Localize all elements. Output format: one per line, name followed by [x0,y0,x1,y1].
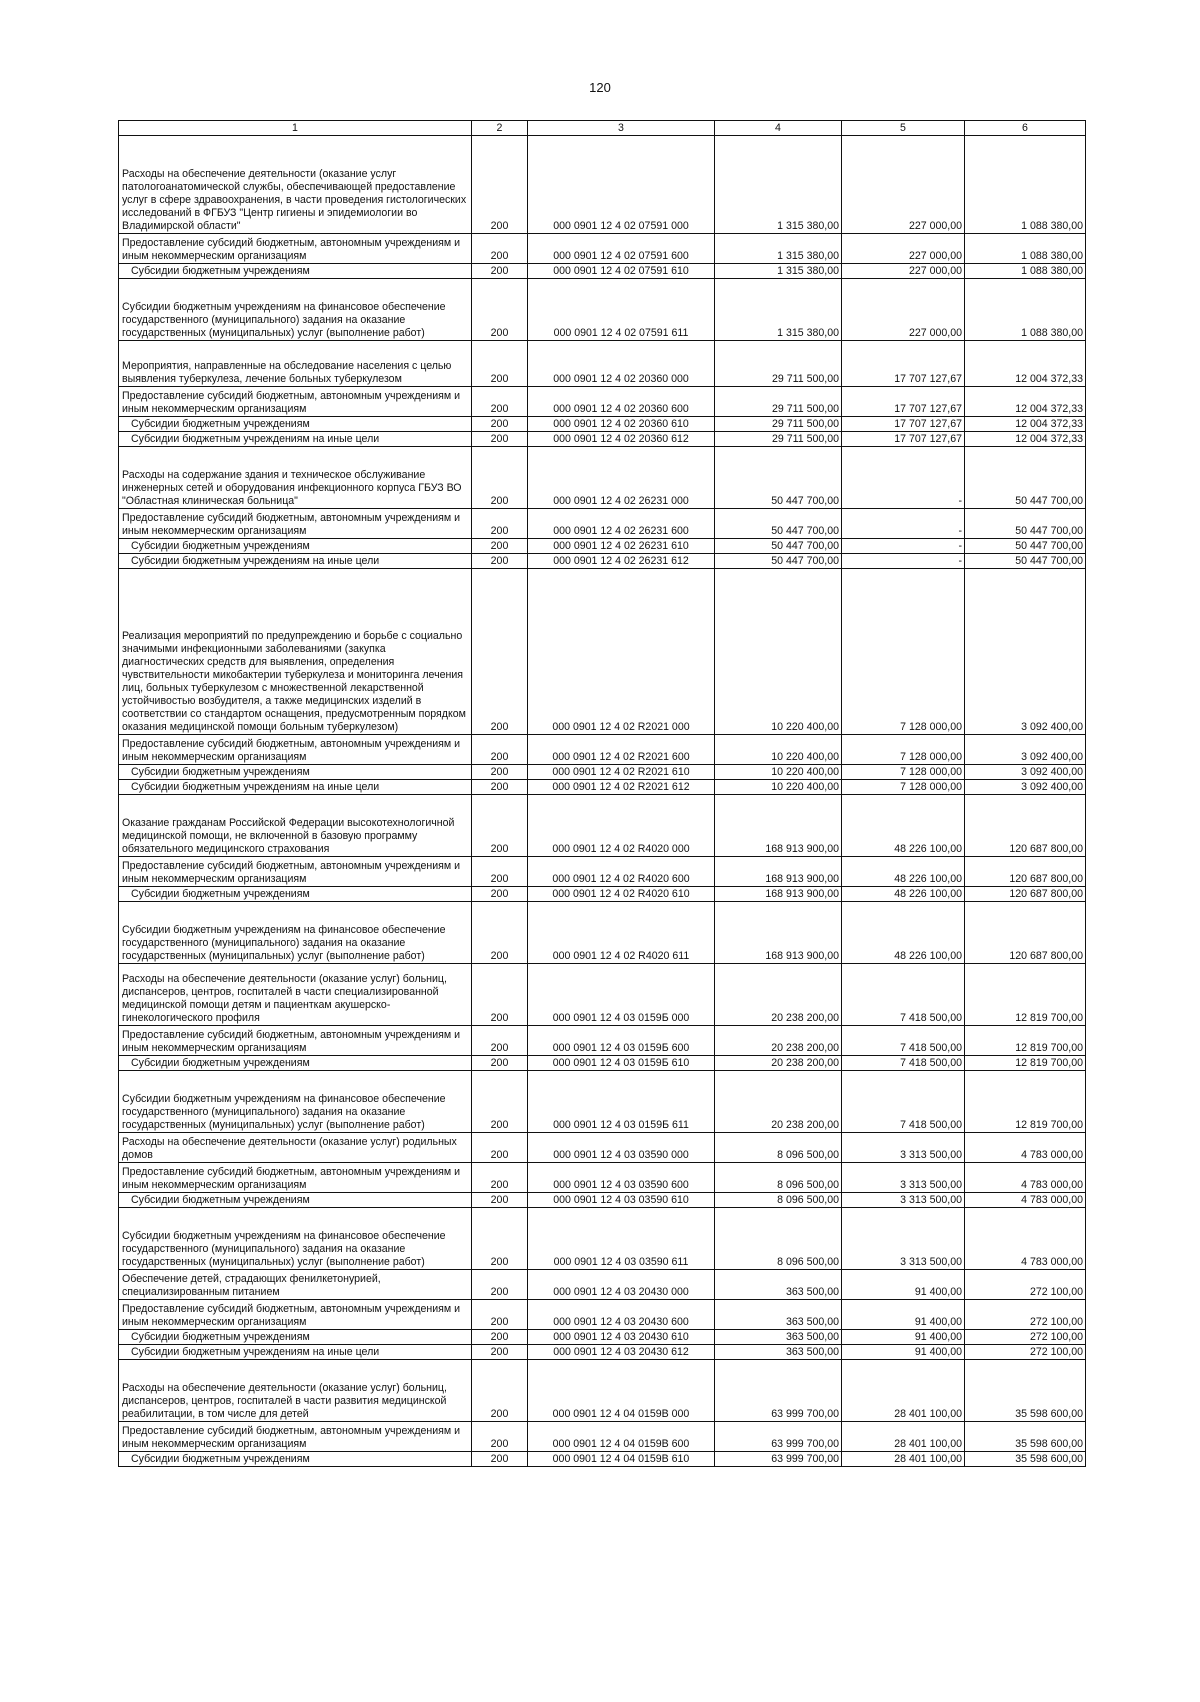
row-remainder-cell: 35 598 600,00 [965,1422,1086,1452]
row-name-cell: Субсидии бюджетным учреждениям [119,1452,472,1467]
row-code-cell: 000 0901 12 4 02 07591 000 [528,136,715,234]
table-row [119,432,1086,447]
row-grbs-cell: 200 [472,1300,528,1330]
row-code-cell: 000 0901 12 4 03 03590 610 [528,1193,715,1208]
row-code-cell: 000 0901 12 4 04 0159В 000 [528,1360,715,1422]
row-name-cell: Субсидии бюджетным учреждениям на иные цели [119,432,472,447]
table-row [119,902,1086,964]
row-name-cell: Реализация мероприятий по предупреждению и борьбе с социально значимыми инфекционными заболеваниями (закупка диагностических средств для выявления, определения чувствительности микобактерии туберкулеза и мониторинга лечения лиц, больных туберкулезом с множественной лекарственной устойчивостью возбудителя, а также медицинских изделий в соответствии со стандартом оснащения, предусмотренным порядком оказания медицинской помощи больным туберкулезом) [119,569,472,735]
row-remainder-cell: 4 783 000,00 [965,1133,1086,1163]
column-header: 4 [715,121,842,136]
row-amount-cell: 363 500,00 [715,1330,842,1345]
row-amount-cell: 29 711 500,00 [715,341,842,387]
row-grbs-cell: 200 [472,341,528,387]
row-executed-cell: 17 707 127,67 [842,432,965,447]
row-amount-cell: 10 220 400,00 [715,765,842,780]
row-name-cell: Расходы на содержание здания и техническое обслуживание инженерных сетей и оборудования инфекционного корпуса ГБУЗ ВО "Областная клиническая больница" [119,447,472,509]
row-grbs-cell: 200 [472,765,528,780]
column-header: 2 [472,121,528,136]
row-name-cell: Предоставление субсидий бюджетным, автономным учреждениям и иным некоммерческим организациям [119,857,472,887]
row-executed-cell: 28 401 100,00 [842,1452,965,1467]
row-remainder-cell: 1 088 380,00 [965,279,1086,341]
row-code-cell: 000 0901 12 4 02 26231 610 [528,539,715,554]
row-amount-cell: 1 315 380,00 [715,136,842,234]
row-remainder-cell: 120 687 800,00 [965,887,1086,902]
row-remainder-cell: 3 092 400,00 [965,735,1086,765]
row-grbs-cell: 200 [472,447,528,509]
row-name-cell: Субсидии бюджетным учреждениям на финансовое обеспечение государственного (муниципального) задания на оказание государственных (муниципальных) услуг (выполнение работ) [119,279,472,341]
row-name-cell: Расходы на обеспечение деятельности (оказание услуг) больниц, диспансеров, центров, госпиталей в части специализированной медицинской помощи детям и пациенткам акушерско-гинекологического профиля [119,964,472,1026]
row-remainder-cell: 3 092 400,00 [965,569,1086,735]
row-executed-cell: 48 226 100,00 [842,902,965,964]
table-row [119,569,1086,735]
table-row [119,1422,1086,1452]
row-amount-cell: 63 999 700,00 [715,1360,842,1422]
row-name-cell: Субсидии бюджетным учреждениям [119,539,472,554]
row-executed-cell: 91 400,00 [842,1300,965,1330]
table-row [119,554,1086,569]
table-row [119,417,1086,432]
row-grbs-cell: 200 [472,780,528,795]
row-executed-cell: 3 313 500,00 [842,1208,965,1270]
row-name-cell: Субсидии бюджетным учреждениям на иные цели [119,1345,472,1360]
row-grbs-cell: 200 [472,964,528,1026]
row-executed-cell: 3 313 500,00 [842,1193,965,1208]
row-executed-cell: 91 400,00 [842,1330,965,1345]
table-row [119,509,1086,539]
row-amount-cell: 10 220 400,00 [715,780,842,795]
row-remainder-cell: 12 004 372,33 [965,417,1086,432]
row-amount-cell: 10 220 400,00 [715,569,842,735]
row-code-cell: 000 0901 12 4 03 20430 612 [528,1345,715,1360]
table-row [119,1452,1086,1467]
row-amount-cell: 1 315 380,00 [715,264,842,279]
row-name-cell: Расходы на обеспечение деятельности (оказание услуг патологоанатомической службы, обеспечивающей предоставление услуг в сфере здравоохранения, в части проведения гистологических исследований в ФГБУЗ "Центр гигиены и эпидемиологии во Владимирской области" [119,136,472,234]
page-number: 120 [589,80,611,95]
row-remainder-cell: 272 100,00 [965,1300,1086,1330]
row-grbs-cell: 200 [472,569,528,735]
row-amount-cell: 1 315 380,00 [715,234,842,264]
row-grbs-cell: 200 [472,264,528,279]
row-remainder-cell: 12 819 700,00 [965,1026,1086,1056]
row-grbs-cell: 200 [472,735,528,765]
row-grbs-cell: 200 [472,1056,528,1071]
row-remainder-cell: 3 092 400,00 [965,780,1086,795]
row-code-cell: 000 0901 12 4 02 07591 600 [528,234,715,264]
row-name-cell: Субсидии бюджетным учреждениям [119,417,472,432]
row-remainder-cell: 120 687 800,00 [965,857,1086,887]
row-code-cell: 000 0901 12 4 02 R4020 610 [528,887,715,902]
row-code-cell: 000 0901 12 4 02 07591 611 [528,279,715,341]
row-grbs-cell: 200 [472,539,528,554]
row-amount-cell: 29 711 500,00 [715,387,842,417]
row-executed-cell: 17 707 127,67 [842,387,965,417]
table-row [119,1133,1086,1163]
row-name-cell: Предоставление субсидий бюджетным, автономным учреждениям и иным некоммерческим организациям [119,509,472,539]
table-row [119,780,1086,795]
row-executed-cell: 3 313 500,00 [842,1163,965,1193]
row-executed-cell: 7 128 000,00 [842,735,965,765]
table-row [119,387,1086,417]
row-remainder-cell: 50 447 700,00 [965,447,1086,509]
row-executed-cell: 91 400,00 [842,1345,965,1360]
row-remainder-cell: 35 598 600,00 [965,1360,1086,1422]
row-remainder-cell: 120 687 800,00 [965,902,1086,964]
row-remainder-cell: 50 447 700,00 [965,539,1086,554]
row-code-cell: 000 0901 12 4 02 26231 612 [528,554,715,569]
row-amount-cell: 50 447 700,00 [715,554,842,569]
row-name-cell: Оказание гражданам Российской Федерации высокотехнологичной медицинской помощи, не включенной в базовую программу обязательного медицинского страхования [119,795,472,857]
table-row [119,1345,1086,1360]
row-remainder-cell: 50 447 700,00 [965,554,1086,569]
row-name-cell: Предоставление субсидий бюджетным, автономным учреждениям и иным некоммерческим организациям [119,1026,472,1056]
row-executed-cell: 28 401 100,00 [842,1360,965,1422]
row-code-cell: 000 0901 12 4 03 03590 000 [528,1133,715,1163]
row-grbs-cell: 200 [472,1133,528,1163]
row-remainder-cell: 12 819 700,00 [965,1056,1086,1071]
table-row [119,1071,1086,1133]
row-executed-cell: 48 226 100,00 [842,795,965,857]
row-name-cell: Предоставление субсидий бюджетным, автономным учреждениям и иным некоммерческим организациям [119,735,472,765]
column-header: 1 [119,121,472,136]
row-amount-cell: 363 500,00 [715,1270,842,1300]
table-row [119,136,1086,234]
row-remainder-cell: 1 088 380,00 [965,264,1086,279]
row-amount-cell: 20 238 200,00 [715,1026,842,1056]
table-row [119,1360,1086,1422]
row-remainder-cell: 12 819 700,00 [965,1071,1086,1133]
row-code-cell: 000 0901 12 4 03 20430 000 [528,1270,715,1300]
row-grbs-cell: 200 [472,887,528,902]
row-code-cell: 000 0901 12 4 03 20430 610 [528,1330,715,1345]
row-remainder-cell: 1 088 380,00 [965,234,1086,264]
row-remainder-cell: 12 004 372,33 [965,341,1086,387]
column-header: 3 [528,121,715,136]
row-executed-cell: 17 707 127,67 [842,417,965,432]
row-grbs-cell: 200 [472,417,528,432]
row-grbs-cell: 200 [472,857,528,887]
row-grbs-cell: 200 [472,902,528,964]
row-remainder-cell: 12 819 700,00 [965,964,1086,1026]
row-code-cell: 000 0901 12 4 02 R4020 600 [528,857,715,887]
row-grbs-cell: 200 [472,1422,528,1452]
row-name-cell: Субсидии бюджетным учреждениям [119,887,472,902]
row-executed-cell: - [842,554,965,569]
row-remainder-cell: 50 447 700,00 [965,509,1086,539]
table-row [119,964,1086,1026]
row-name-cell: Субсидии бюджетным учреждениям на финансовое обеспечение государственного (муниципального) задания на оказание государственных (муниципальных) услуг (выполнение работ) [119,1208,472,1270]
row-amount-cell: 20 238 200,00 [715,1071,842,1133]
row-executed-cell: 28 401 100,00 [842,1422,965,1452]
row-remainder-cell: 12 004 372,33 [965,432,1086,447]
row-code-cell: 000 0901 12 4 02 R2021 600 [528,735,715,765]
table-body [119,136,1086,1467]
row-executed-cell: 48 226 100,00 [842,857,965,887]
row-name-cell: Предоставление субсидий бюджетным, автономным учреждениям и иным некоммерческим организациям [119,1300,472,1330]
table-row [119,765,1086,780]
row-remainder-cell: 4 783 000,00 [965,1208,1086,1270]
row-remainder-cell: 272 100,00 [965,1345,1086,1360]
header-row [119,121,1086,136]
row-name-cell: Предоставление субсидий бюджетным, автономным учреждениям и иным некоммерческим организациям [119,387,472,417]
row-remainder-cell: 4 783 000,00 [965,1193,1086,1208]
table-row [119,857,1086,887]
row-name-cell: Мероприятия, направленные на обследование населения с целью выявления туберкулеза, лечение больных туберкулезом [119,341,472,387]
row-code-cell: 000 0901 12 4 02 R4020 611 [528,902,715,964]
table-row [119,735,1086,765]
row-name-cell: Предоставление субсидий бюджетным, автономным учреждениям и иным некоммерческим организациям [119,234,472,264]
row-executed-cell: 7 418 500,00 [842,964,965,1026]
row-amount-cell: 363 500,00 [715,1300,842,1330]
row-code-cell: 000 0901 12 4 02 R2021 612 [528,780,715,795]
row-name-cell: Субсидии бюджетным учреждениям на иные цели [119,554,472,569]
row-executed-cell: 227 000,00 [842,264,965,279]
row-amount-cell: 1 315 380,00 [715,279,842,341]
row-grbs-cell: 200 [472,234,528,264]
row-executed-cell: 7 418 500,00 [842,1026,965,1056]
column-header: 5 [842,121,965,136]
row-grbs-cell: 200 [472,554,528,569]
row-name-cell: Субсидии бюджетным учреждениям на финансовое обеспечение государственного (муниципального) задания на оказание государственных (муниципальных) услуг (выполнение работ) [119,902,472,964]
row-grbs-cell: 200 [472,1345,528,1360]
table-row [119,1208,1086,1270]
row-code-cell: 000 0901 12 4 02 R2021 610 [528,765,715,780]
row-grbs-cell: 200 [472,1452,528,1467]
row-executed-cell: 227 000,00 [842,279,965,341]
row-amount-cell: 50 447 700,00 [715,447,842,509]
table-row [119,341,1086,387]
row-name-cell: Предоставление субсидий бюджетным, автономным учреждениям и иным некоммерческим организациям [119,1163,472,1193]
row-remainder-cell: 272 100,00 [965,1330,1086,1345]
row-amount-cell: 8 096 500,00 [715,1163,842,1193]
row-grbs-cell: 200 [472,1270,528,1300]
row-code-cell: 000 0901 12 4 02 R2021 000 [528,569,715,735]
row-code-cell: 000 0901 12 4 03 0159Б 000 [528,964,715,1026]
table-row [119,279,1086,341]
table-row [119,795,1086,857]
row-remainder-cell: 4 783 000,00 [965,1163,1086,1193]
row-code-cell: 000 0901 12 4 02 R4020 000 [528,795,715,857]
row-name-cell: Предоставление субсидий бюджетным, автономным учреждениям и иным некоммерческим организациям [119,1422,472,1452]
row-grbs-cell: 200 [472,387,528,417]
row-amount-cell: 168 913 900,00 [715,857,842,887]
table-row [119,1163,1086,1193]
row-executed-cell: 17 707 127,67 [842,341,965,387]
row-grbs-cell: 200 [472,1360,528,1422]
row-code-cell: 000 0901 12 4 02 26231 600 [528,509,715,539]
row-name-cell: Обеспечение детей, страдающих фенилкетонурией, специализированным питанием [119,1270,472,1300]
row-grbs-cell: 200 [472,1071,528,1133]
row-executed-cell: 7 128 000,00 [842,780,965,795]
row-code-cell: 000 0901 12 4 02 26231 000 [528,447,715,509]
row-code-cell: 000 0901 12 4 03 0159Б 600 [528,1026,715,1056]
row-name-cell: Субсидии бюджетным учреждениям [119,1193,472,1208]
row-code-cell: 000 0901 12 4 02 20360 600 [528,387,715,417]
row-code-cell: 000 0901 12 4 02 20360 610 [528,417,715,432]
table-row [119,1056,1086,1071]
row-amount-cell: 168 913 900,00 [715,902,842,964]
row-amount-cell: 29 711 500,00 [715,417,842,432]
row-remainder-cell: 272 100,00 [965,1270,1086,1300]
table-row [119,1330,1086,1345]
row-executed-cell: 7 418 500,00 [842,1071,965,1133]
row-code-cell: 000 0901 12 4 03 0159Б 610 [528,1056,715,1071]
row-code-cell: 000 0901 12 4 03 20430 600 [528,1300,715,1330]
row-code-cell: 000 0901 12 4 02 07591 610 [528,264,715,279]
row-executed-cell: 7 128 000,00 [842,569,965,735]
row-executed-cell: - [842,539,965,554]
row-name-cell: Субсидии бюджетным учреждениям [119,264,472,279]
row-code-cell: 000 0901 12 4 02 20360 612 [528,432,715,447]
row-remainder-cell: 35 598 600,00 [965,1452,1086,1467]
row-amount-cell: 20 238 200,00 [715,964,842,1026]
row-amount-cell: 63 999 700,00 [715,1422,842,1452]
row-grbs-cell: 200 [472,432,528,447]
row-name-cell: Расходы на обеспечение деятельности (оказание услуг) родильных домов [119,1133,472,1163]
row-grbs-cell: 200 [472,1208,528,1270]
budget-table [118,120,1086,1467]
row-amount-cell: 10 220 400,00 [715,735,842,765]
row-grbs-cell: 200 [472,795,528,857]
row-executed-cell: 7 418 500,00 [842,1056,965,1071]
row-grbs-cell: 200 [472,1330,528,1345]
column-header: 6 [965,121,1086,136]
table-row [119,1026,1086,1056]
row-code-cell: 000 0901 12 4 04 0159В 610 [528,1452,715,1467]
row-code-cell: 000 0901 12 4 04 0159В 600 [528,1422,715,1452]
row-amount-cell: 50 447 700,00 [715,509,842,539]
row-amount-cell: 168 913 900,00 [715,795,842,857]
row-code-cell: 000 0901 12 4 03 03590 611 [528,1208,715,1270]
table-row [119,234,1086,264]
table-row [119,447,1086,509]
row-remainder-cell: 120 687 800,00 [965,795,1086,857]
row-amount-cell: 363 500,00 [715,1345,842,1360]
row-name-cell: Расходы на обеспечение деятельности (оказание услуг) больниц, диспансеров, центров, госпиталей в части развития медицинской реабилитации, в том числе для детей [119,1360,472,1422]
table-row [119,264,1086,279]
row-grbs-cell: 200 [472,136,528,234]
row-remainder-cell: 12 004 372,33 [965,387,1086,417]
row-amount-cell: 8 096 500,00 [715,1193,842,1208]
row-code-cell: 000 0901 12 4 03 03590 600 [528,1163,715,1193]
row-name-cell: Субсидии бюджетным учреждениям [119,1056,472,1071]
row-grbs-cell: 200 [472,509,528,539]
row-code-cell: 000 0901 12 4 02 20360 000 [528,341,715,387]
row-executed-cell: 3 313 500,00 [842,1133,965,1163]
row-executed-cell: 91 400,00 [842,1270,965,1300]
row-grbs-cell: 200 [472,1193,528,1208]
row-name-cell: Субсидии бюджетным учреждениям [119,765,472,780]
table-row [119,1193,1086,1208]
row-amount-cell: 168 913 900,00 [715,887,842,902]
row-amount-cell: 50 447 700,00 [715,539,842,554]
row-grbs-cell: 200 [472,279,528,341]
row-executed-cell: 227 000,00 [842,136,965,234]
row-executed-cell: 227 000,00 [842,234,965,264]
row-remainder-cell: 1 088 380,00 [965,136,1086,234]
row-executed-cell: - [842,447,965,509]
row-name-cell: Субсидии бюджетным учреждениям [119,1330,472,1345]
row-amount-cell: 63 999 700,00 [715,1452,842,1467]
row-executed-cell: - [842,509,965,539]
row-executed-cell: 48 226 100,00 [842,887,965,902]
row-name-cell: Субсидии бюджетным учреждениям на финансовое обеспечение государственного (муниципального) задания на оказание государственных (муниципальных) услуг (выполнение работ) [119,1071,472,1133]
row-amount-cell: 20 238 200,00 [715,1056,842,1071]
row-amount-cell: 29 711 500,00 [715,432,842,447]
table-row [119,539,1086,554]
table-row [119,1300,1086,1330]
table-row [119,887,1086,902]
row-name-cell: Субсидии бюджетным учреждениям на иные цели [119,780,472,795]
row-code-cell: 000 0901 12 4 03 0159Б 611 [528,1071,715,1133]
row-grbs-cell: 200 [472,1163,528,1193]
row-amount-cell: 8 096 500,00 [715,1133,842,1163]
row-remainder-cell: 3 092 400,00 [965,765,1086,780]
row-executed-cell: 7 128 000,00 [842,765,965,780]
table-row [119,1270,1086,1300]
row-grbs-cell: 200 [472,1026,528,1056]
row-amount-cell: 8 096 500,00 [715,1208,842,1270]
